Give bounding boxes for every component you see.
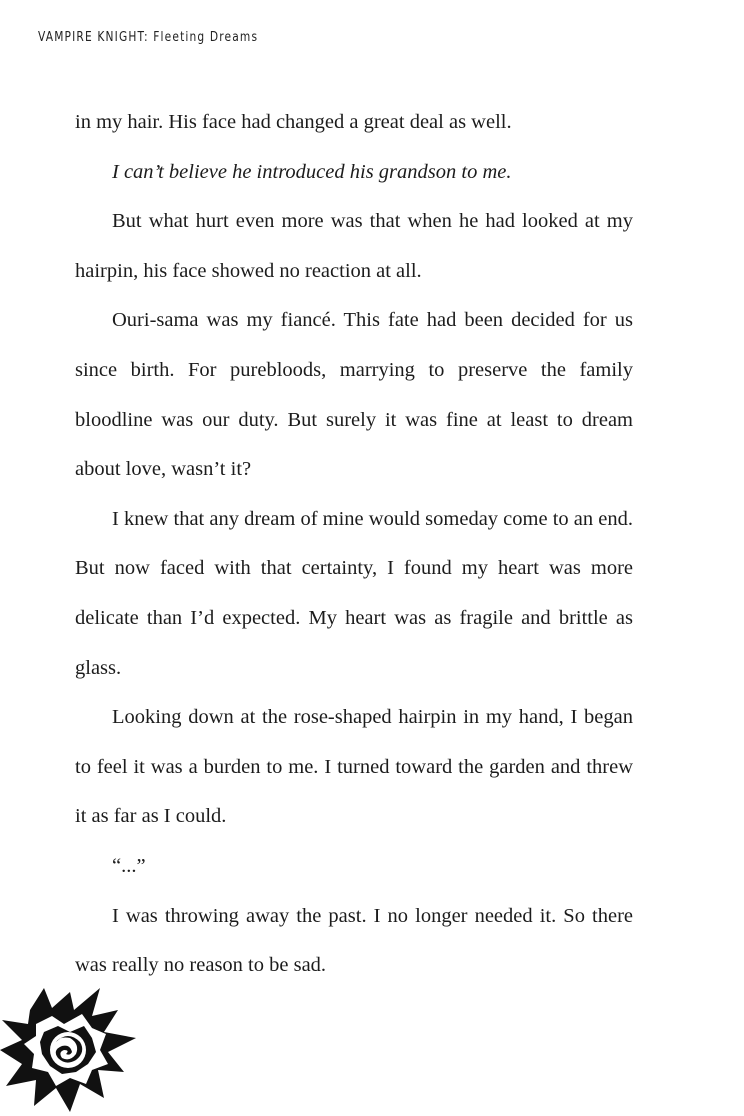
rose-ornament-icon [0,980,140,1116]
page-body [75,98,633,991]
paragraph-italic-thought: I can’t believe he introduced his grandson to me. [112,160,512,183]
paragraph-ellipsis: “...” [112,854,146,877]
paragraph: But what hurt even more was that when he had looked at my hairpin, his face showed no reaction at all. [75,210,633,282]
paragraph: Looking down at the rose-shaped hairpin in my hand, I began to feel it was a burden to me. I turned toward the garden and threw it as far as I could. [75,706,633,828]
paragraph: Ouri-sama was my fiancé. This fate had been decided for us since birth. For purebloods, marrying to preserve the family bloodline was our duty. But surely it was fine at least to dream about love, wasn’t it? [75,309,633,481]
paragraph: I was throwing away the past. I no longer needed it. So there was really no reason to be sad. [75,904,633,977]
paragraph: I knew that any dream of mine would someday come to an end. But now faced with that certainty, I found my heart was more delicate than I’d expected. My heart was as fragile and brittle as glass. [75,507,633,679]
running-head: VAMPIRE KNIGHT: Fleeting Dreams [38,30,259,45]
paragraph: in my hair. His face had changed a great deal as well. [75,111,512,133]
